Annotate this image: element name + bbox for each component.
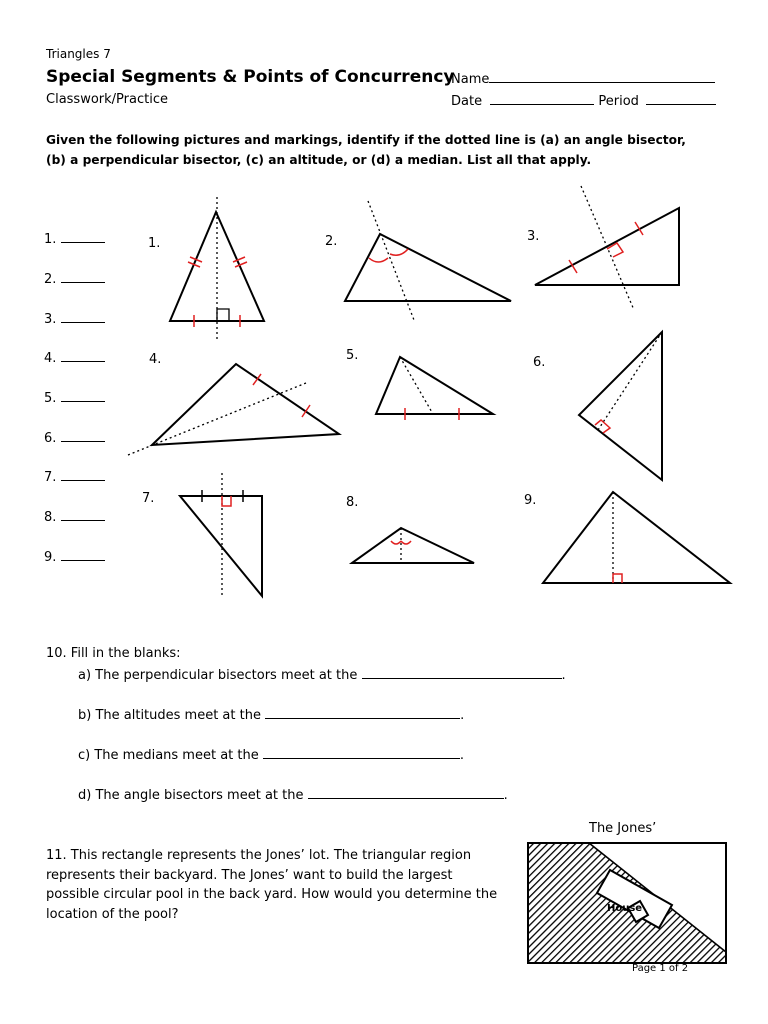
q10-item-d-blank[interactable]	[308, 786, 504, 799]
house-label: House	[607, 903, 643, 914]
answer-number: 8.	[44, 510, 57, 525]
name-label: Name	[451, 72, 490, 87]
triangle-figure-7	[180, 473, 262, 596]
q10-item-a-text: a) The perpendicular bisectors meet at the	[78, 668, 358, 683]
triangle-figure-6	[579, 332, 662, 480]
figure-label-3: 3.	[527, 229, 540, 244]
figure-label-5: 5.	[346, 348, 359, 363]
q10-item-b-period: .	[460, 708, 465, 723]
triangle-figure-4	[128, 364, 339, 455]
triangle-figure-8	[352, 528, 474, 563]
course-label: Triangles 7	[46, 47, 111, 61]
q10-item-a[interactable]	[78, 666, 566, 683]
answer-number: 3.	[44, 312, 57, 327]
date-label: Date	[451, 94, 483, 109]
q10-item-d-period: .	[503, 788, 508, 803]
instructions-line-1: Given the following pictures and markings, identify if the dotted line is (a) an angle bisector,	[46, 133, 686, 147]
answer-number: 9.	[44, 550, 57, 565]
triangle-figure-9	[543, 492, 730, 583]
triangle-figure-2	[345, 201, 511, 320]
q10-item-a-period: .	[561, 668, 566, 683]
worksheet-title: Special Segments & Points of Concurrency	[46, 67, 455, 87]
q10-item-d[interactable]	[78, 786, 508, 803]
worksheet-subtitle: Classwork/Practice	[46, 92, 168, 107]
q10-item-b-text: b) The altitudes meet at the	[78, 708, 261, 723]
answer-number: 5.	[44, 391, 57, 406]
page-number: Page 1 of 2	[632, 963, 689, 974]
answer-number: 7.	[44, 470, 57, 485]
q11-line: possible circular pool in the back yard. How would you determine the	[46, 887, 498, 902]
figure-label-4: 4.	[149, 352, 162, 367]
triangle-figure-3	[535, 186, 679, 310]
figure-label-7: 7.	[142, 491, 155, 506]
figure-label-9: 9.	[524, 493, 537, 508]
answer-number: 2.	[44, 272, 57, 287]
figure-label-8: 8.	[346, 495, 359, 510]
q10-title: 10. Fill in the blanks:	[46, 646, 181, 661]
q10-item-a-blank[interactable]	[362, 666, 562, 679]
q10-item-c-text: c) The medians meet at the	[78, 748, 259, 763]
q11-text	[46, 846, 497, 924]
q10-item-d-text: d) The angle bisectors meet at the	[78, 788, 304, 803]
period-label: Period	[598, 94, 639, 109]
answer-number: 1.	[44, 232, 57, 247]
q10-item-c-blank[interactable]	[263, 746, 460, 759]
q10-item-b[interactable]	[78, 706, 464, 723]
jones-diagram-title: The Jones’	[589, 821, 657, 836]
q10-item-c[interactable]	[78, 746, 464, 763]
q11-line: represents their backyard. The Jones’ want to build the largest	[46, 867, 453, 883]
answer-number: 4.	[44, 351, 57, 366]
q10-item-b-blank[interactable]	[265, 706, 460, 719]
instructions-line-2: (b) a perpendicular bisector, (c) an altitude, or (d) a median. List all that apply.	[46, 153, 592, 167]
answer-number: 6.	[44, 431, 57, 446]
figure-label-6: 6.	[533, 355, 546, 370]
q10-item-c-period: .	[459, 748, 464, 763]
triangle-figure-1	[170, 197, 264, 340]
q11-line: location of the pool?	[46, 906, 179, 922]
figure-label-1: 1.	[148, 236, 161, 251]
figure-label-2: 2.	[325, 234, 338, 249]
q11-line: 11. This rectangle represents the Jones’ lot. The triangular region	[46, 848, 472, 863]
triangle-figure-5	[376, 357, 493, 420]
